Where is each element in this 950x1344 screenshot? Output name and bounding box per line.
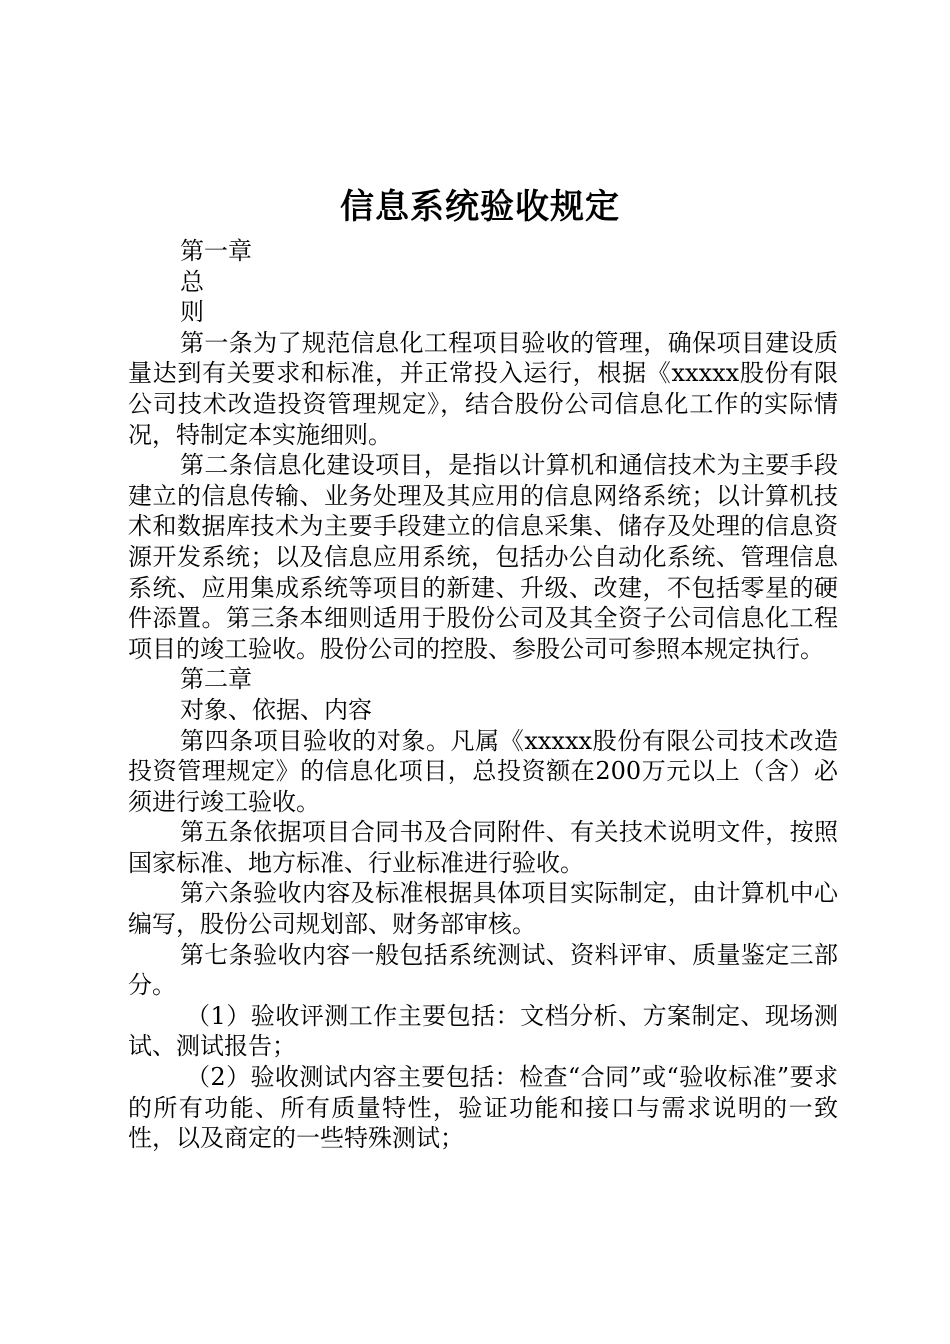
chapter-2-label: 第二章 <box>180 665 252 694</box>
article-6-paragraph: 第六条验收内容及标准根据具体项目实际制定，由计算机中心编写，股份公司规划部、财务部审核。 <box>128 879 838 939</box>
document-body <box>128 236 838 1154</box>
item-1-paragraph: （1）验收评测工作主要包括：文档分析、方案制定、现场测试、测试报告； <box>128 1001 838 1061</box>
chapter-1-label: 第一章 <box>180 237 252 265</box>
document-title: 信息系统验收规定 <box>340 187 620 227</box>
chapter-1-title-part-2: 则 <box>180 298 204 327</box>
article-7-paragraph: 第七条验收内容一般包括系统测试、资料评审、质量鉴定三部分。 <box>128 940 838 1000</box>
article-4-paragraph: 第四条项目验收的对象。凡属《xxxxx股份有限公司技术改造投资管理规定》的信息化项目，总投资额在200万元以上（含）必须进行竣工验收。 <box>128 726 838 816</box>
article-1-paragraph: 第一条为了规范信息化工程项目验收的管理，确保项目建设质量达到有关要求和标准，并正常投入运行，根据《xxxxx股份有限公司技术改造投资管理规定》，结合股份公司信息化工作的实际情况，特制定本实施细则。 <box>128 328 838 449</box>
article-5-paragraph: 第五条依据项目合同书及合同附件、有关技术说明文件，按照国家标准、地方标准、行业标准进行验收。 <box>128 818 838 877</box>
chapter-2-title: 对象、依据、内容 <box>180 695 372 724</box>
chapter-1-title-part-1: 总 <box>180 267 204 296</box>
article-2-3-paragraph: 第二条信息化建设项目，是指以计算机和通信技术为主要手段建立的信息传输、业务处理及其应用的信息网络系统；以计算机技术和数据库技术为主要手段建立的信息采集、储存及处理的信息资源开发系统；以及信息应用系统，包括办公自动化系统、管理信息系统、应用集成系统等项目的新建、升级、改建，不包括零星的硬件添置。第三条本细则适用于股份公司及其全资子公司信息化工程项目的竣工验收。股份公司的控股、参股公司可参照本规定执行。 <box>128 451 838 663</box>
item-2-paragraph: （2）验收测试内容主要包括：检查“合同”或“验收标准”要求的所有功能、所有质量特性，验证功能和接口与需求说明的一致性，以及商定的一些特殊测试； <box>128 1063 838 1153</box>
